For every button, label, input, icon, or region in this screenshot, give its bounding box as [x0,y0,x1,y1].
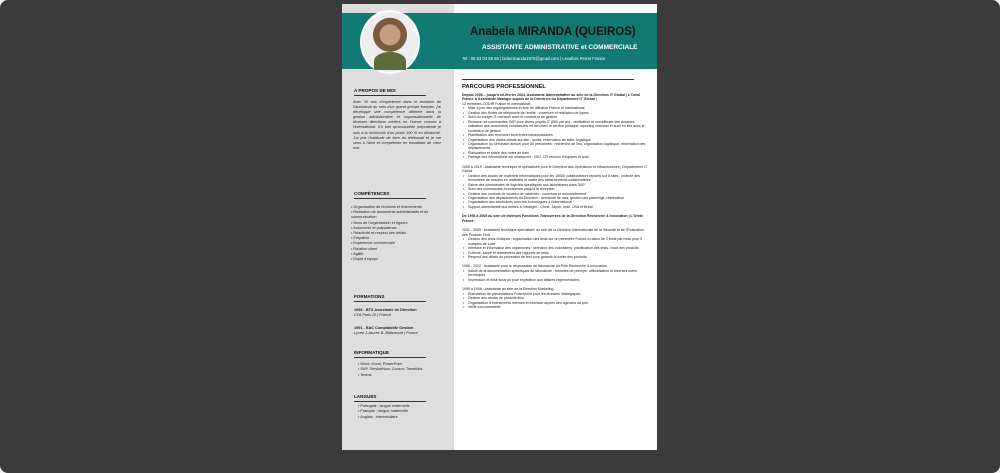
list-item: • Émission de commandes SAP pour divers projets IT (500 par an) : vérification et complétude des dossiers, validation des documents contractuels en lien avec le service juridique, reporting mensuel et suivi en lien avec le contrôleur de gestion [468,120,648,133]
it-list [358,362,422,378]
job-heading: 2002 - 2005 : Assistante technique spécialisée au sein de la Direction internationale de la Sécurité et de l'Évaluation des Produits Finis [462,228,644,237]
list-item: • Word, Excel, PowerPoint [358,362,422,367]
list-item: • Mise à jour des organigrammes et liste de diffusion France et International [468,106,648,110]
list-item: • Organisation du séminaire annuel pour 80 personnes : recherche de lieu, organisation logistique, réservation des déplacements [468,142,648,151]
list-item: • Expérience commerciale [351,241,447,246]
list-item: • Élaboration de présentations Powerpoint pour les réunions stratégiques [468,292,648,296]
job-subheading: 12 membres CODIR France et international [462,101,531,106]
education-divider [354,301,426,302]
list-item: • Rédaction de documents administratifs et de communication [351,210,447,220]
education-item [354,326,418,336]
list-item: • Gestion des stocks de matériels informatiques pour les 18000 collaborateurs répartis sur 8 sites : collecte des remontées de besoins en matériels et saisie des rattachements collaborateurs [468,174,648,183]
skills-title: COMPÉTENCES [354,191,390,196]
list-item: • Gestion des contrats de location de matériels : ouverture et renouvellement [468,192,648,196]
list-item: • Collecte, saisie et classement des rapports de tests [468,251,648,255]
list-item: • Partage des informations sur sharepoint : ODJ, CR réunion d'équipes et suivi [468,155,648,159]
list-item: • Teams [358,373,422,378]
list-item: • Suivi du budget IT mensuel avec le contrôleur de gestion [468,115,648,119]
list-item: • Élaboration et saisie des notes de frais [468,151,648,155]
list-item: • Portugais : langue maternelle [358,404,410,409]
job-heading: Depuis 2005 – jusqu'à mi-février 2024, Assistante Administrative au sein de la Direction IT Global | L'Oréal France & Assistante Manager auprès de la Directrice du Département IT Global ; [462,93,641,102]
list-item: • Sens de l'organisation et rigueur [351,221,447,226]
list-item: • Planification des réunions récurrentes hebdomadaires [468,133,648,137]
list-item: • Veille concurrentielle [468,305,648,309]
list-item: • Impression et mise sous pli pour expédition aux affaires réglementaires [468,278,648,282]
education-degree: 1991 - BAC Comptabilité Gestion [354,326,414,330]
list-item: • Organisation des visites clients sur site : accès, réservation de salle, logistique [468,138,648,142]
list-item: • Support administratif aux entités à l'étranger : Chine, Japon, Inde, USA et Brésil [468,205,648,209]
list-item: • Anglais : intermédiaire [358,415,410,420]
list-item: • Organisation de réunions et évènements [351,205,447,210]
education-item [354,308,417,318]
languages-divider [354,401,426,402]
experience-content [462,93,648,309]
education-school: CFA Paris 10 | France [354,313,392,317]
job-tasks [462,292,648,310]
it-divider [354,357,426,358]
candidate-name: Anabela MIRANDA (QUEIROS) [470,26,636,38]
profile-photo [360,10,420,74]
experience-divider [462,79,634,80]
list-item: • Organisation des séminaires avec les homologues à l'international [468,200,648,204]
about-title: A PROPOS DE MOI [354,88,396,93]
languages-list [358,404,410,420]
list-item: • Gestion des tests cliniques : organisation des tests sur un périmètre France à raison de 2 tests par mois pour 5 marques de Luxe [468,237,648,246]
experience-title: PARCOURS PROFESSIONNEL [462,84,546,90]
list-item: • Interface et information des organismes : sélection des volontaires, planification des tests, choix des produits [468,246,648,250]
list-item: • Organisation des déplacements du Directeur : demande de visa, gestion des plannings, réservation [468,196,648,200]
about-text: Avec 30 ans d'expérience dans le domaine de l'assistanat au sein d'un grand groupe français, j'ai développé une compétence affirmée dans la gestion administrative et organisationnelle de diverses directions métiers en France comme à l'international. En tant qu'assistante polyvalente je suis à la recherche d'un poste 100 % en distanciel. J'ai pris l'habitude de faire du télétravail et je me sens à l'aise et compétente en travaillant de chez moi. [353,100,441,150]
skills-list [351,205,447,262]
education-title: FORMATIONS [354,294,385,299]
list-item: • Gestion des flottes de téléphonie de l'entité : ouverture et résiliation de lignes [468,111,648,115]
it-title: INFORMATIQUE [354,350,390,355]
job-heading: 1998 - 2002 : Assistante pour le responsable de laboratoire du Pôle Recherche & Innovation [462,264,607,269]
list-item: • Français : langue maternelle [358,409,410,414]
job-tasks [462,106,648,159]
job-heading: 2005 à 2019 : Assistante technique et spécialisée pour le Directeur des Opérations et Infrastructures | Département IT Global [462,164,648,174]
list-item: • Respect des délais du processus de test pour garantir la sortie des produits [468,255,648,259]
list-item: • Organisation d'évènements internes et interface auprès des agences de pub [468,301,648,305]
list-item: • Suivi des commandes fournisseurs jusqu'à la réception [468,187,648,191]
job-tasks [462,174,648,210]
contact-line: Tel : 06 83 04 89 68 | belaminanda1970@gmail.com | Levallois Perret France [462,56,606,61]
job-heading: 1995 à 1998 : Assistante au sein de la Direction Marketing [462,287,554,292]
job-tasks [462,237,648,259]
list-item: • Saisie des commandes de logiciels spécifiques aux laboratoires dans SAP [468,183,648,187]
education-degree: 1995 - BTS Assistante de Direction [354,308,417,312]
job-title: ASSISTANTE ADMINISTRATIVE et COMMERCIALE [482,44,638,51]
list-item: • Esprit d'équipe [351,257,447,262]
list-item: • Agilité [351,252,447,257]
education-school: Lycée J-Jaurès B. Billancourt | France [354,331,419,335]
languages-title: LANGUES [354,394,377,399]
list-item: • Relation client [351,247,447,252]
skills-divider [354,198,426,199]
list-item: • SAP, ServiceNow, Concur, Travelidia [358,367,422,372]
list-item: • Gestion des stocks de produits finis [468,296,648,300]
list-item: • Empathie [351,236,447,241]
cv-page [342,4,657,450]
list-item: • Autonomie et polyvalence [351,226,447,231]
section-heading: De 1995 à 2005 au sein de diverses Fonctions Transverses de la Direction Recherche & Innovation | L'Oréal France [462,214,643,223]
about-divider [354,95,426,96]
list-item: • Saisie de la documentation spécifiques du laboratoire : formules de principe, officialisation et diverses notes techniques [468,269,648,278]
list-item: • Réactivité et respect des délais [351,231,447,236]
job-tasks [462,269,648,282]
